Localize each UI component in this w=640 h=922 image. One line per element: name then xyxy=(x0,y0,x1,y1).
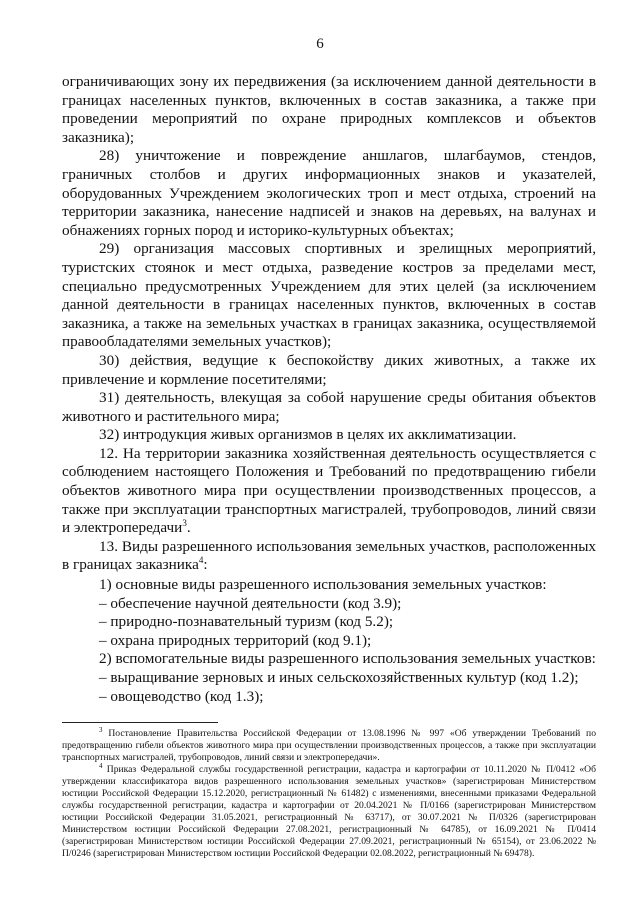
footnote-3 xyxy=(62,725,596,764)
list-item: – природно-познавательный туризм (код 5.2); xyxy=(99,613,394,631)
paragraph-item-30: 30) действия, ведущие к беспокойству диких животных, а также их привлечение и кормление посетителями; xyxy=(62,351,596,388)
list-item: – охрана природных территорий (код 9.1); xyxy=(99,631,372,649)
footnote-text-4: Приказ Федеральной службы государственной регистрации, кадастра и картографии от 10.11.2020 № П/0412 «Об утверждении классификатора видов разрешенного использования земельных участков» (зарегистрирован Министерством юстиции Российской Федерации 15.12.2020, регистрационный № 61482) с изменениями, внесенными приказами Федеральной службы государственной регистрации, кадастра и картографии от 20.04.2021 № П/0166 (зарегистрирован Министерством юстиции Российской Федерации 31.05.2021, регистрационный № 63717), от 30.07.2021 № П/0326 (зарегистрирован Министерством юстиции Российской Федерации 27.08.2021, регистрационный № 64785), от 16.09.2021 № П/0414 (зарегистрирован Министерством юстиции Российской Федерации 27.09.2021, регистрационный № 65154), от 23.06.2022 № П/0246 (зарегистрирован Министерством юстиции Российской Федерации 02.08.2022, регистрационный № 69478). xyxy=(62,764,596,859)
section-13-end: : xyxy=(203,556,208,574)
section-12-end: . xyxy=(186,519,191,537)
footnote-number-3: 3 xyxy=(99,725,103,734)
paragraph-item-32: 32) интродукция живых организмов в целях их акклиматизации. xyxy=(99,426,517,444)
section-12-text: 12. На территории заказника хозяйственная деятельность осуществляется с соблюдением настоящего Положения и Требований по предотвращению гибели объектов животного мира при осуществлении производственных процессов, а также при эксплуатации транспортных магистралей, трубопроводов, линий связи и электропередачи xyxy=(62,444,596,537)
page-number: 6 xyxy=(316,36,324,52)
paragraph-item-28: 28) уничтожение и повреждение аншлагов, шлагбаумов, стендов, граничных столбов и других информационных знаков и указателей, оборудованных Учреждением экологических троп и мест отдыха, строений на территории заказника, нанесение надписей и знаков на деревьях, на валунах и обнажениях горных пород и историко-культурных объектах; xyxy=(62,147,596,239)
body-text xyxy=(62,73,596,706)
footnote-divider xyxy=(62,722,218,723)
list-item: – выращивание зерновых и иных сельскохозяйственных культур (код 1.2); xyxy=(99,669,579,686)
footnote-ref-3[interactable]: 3 xyxy=(182,518,187,529)
paragraph-section-12 xyxy=(62,445,596,538)
paragraph-item-29: 29) организация массовых спортивных и зрелищных мероприятий, туристских стоянок и мест отдыха, разведение костров за пределами мест, специально предусмотренных Учреждением для этих целей (за исключением данной деятельности в границах населенных пунктов, включенных в состав заказника, а также на земельных участках в границах заказника, осуществляемой правообладателями земельных участков); xyxy=(62,240,596,351)
footnote-4 xyxy=(62,761,596,860)
list-item: – овощеводство (код 1.3); xyxy=(99,687,264,705)
footnote-ref-4[interactable]: 4 xyxy=(198,555,204,566)
list-item: – обеспечение научной деятельности (код 3.9); xyxy=(99,594,402,612)
paragraph-continuation: ограничивающих зону их передвижения (за исключением данной деятельности в границах населенных пунктов, включенных в состав заказника, а также при проведении мероприятий по охране природных комплексов и объектов заказника); xyxy=(62,73,596,146)
paragraph-item-31: 31) деятельность, влекущая за собой нарушение среды обитания объектов животного и растительного мира; xyxy=(62,389,596,425)
section-13-text: 13. Виды разрешенного использования земельных участков, расположенных в границах заказника xyxy=(62,537,596,574)
footnote-number-4: 4 xyxy=(99,761,103,770)
list-item: 2) вспомогательные виды разрешенного использования земельных участков: xyxy=(99,650,596,668)
land-use-list xyxy=(62,576,596,706)
footnote-text-3: Постановление Правительства Российской Федерации от 13.08.1996 № 997 «Об утверждении Требований по предотвращению гибели объектов животного мира при осуществлении производственных процессов, а также при эксплуатации транспортных магистралей, трубопроводов, линий связи и электропередачи». xyxy=(62,728,596,763)
list-item: 1) основные виды разрешенного использования земельных участков: xyxy=(99,576,547,594)
footnotes xyxy=(62,725,596,860)
paragraph-section-13 xyxy=(62,538,596,575)
